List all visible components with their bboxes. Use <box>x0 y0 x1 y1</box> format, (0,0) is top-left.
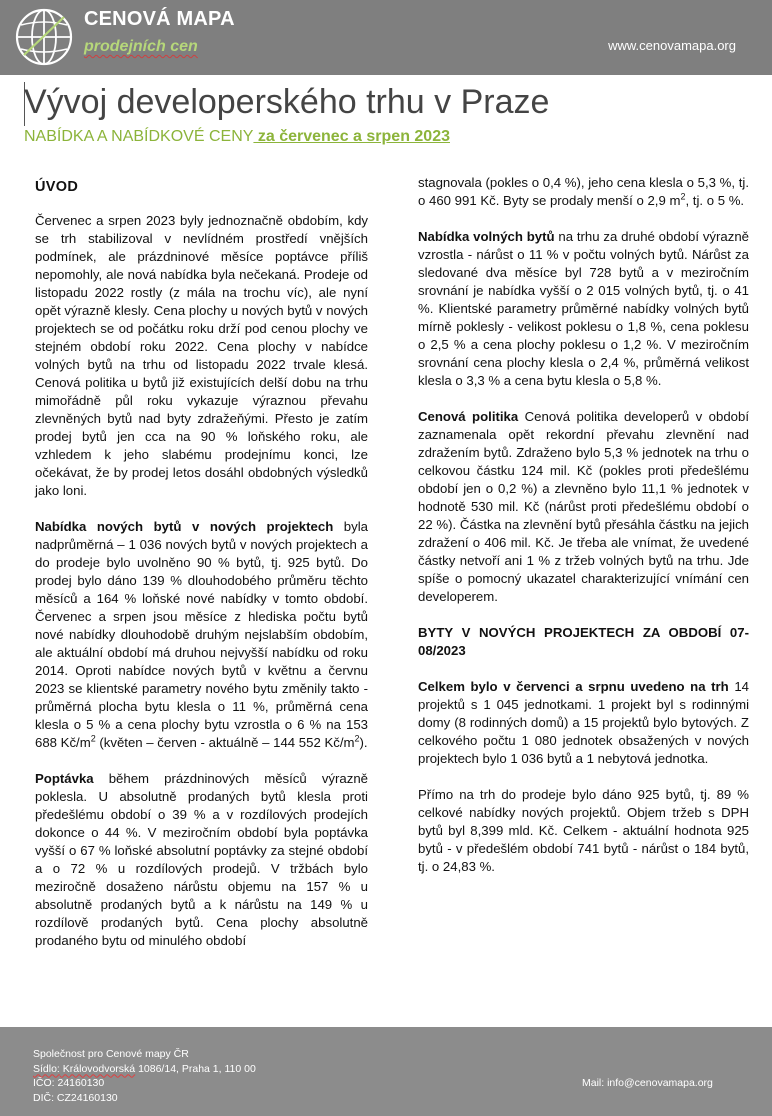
footer-ico: IČO: 24160130 <box>33 1077 105 1089</box>
demand-paragraph <box>35 770 368 950</box>
price-policy-lead: Cenová politika <box>418 409 519 424</box>
superscript-2: 2 <box>90 733 96 744</box>
new-offer-paragraph <box>35 518 368 752</box>
new-offer-body-3: ). <box>359 735 368 750</box>
subtitle-period: za červenec a srpen 2023 <box>253 128 450 145</box>
demand-cont-1: stagnovala (pokles o 0,4 %), jeho cena klesla o 5,3 %, tj. o 460 991 Kč. Byty se prodaly menší o 2,9 m <box>418 175 749 208</box>
footer-mail-link[interactable]: Mail: info@cenovamapa.org <box>582 1077 713 1089</box>
footer-dic: DIČ: CZ24160130 <box>33 1091 118 1104</box>
total-body: 14 projektů s 1 045 jednotkami. 1 projekt byl s rodinnými domy (8 rodinných domů) a 15 projektů bylo bytových. Z celkového počtu 1 080 jednotek obsažených v nových projektech bylo 1 036 bytů a 1 nebytová jednotka. <box>418 679 749 766</box>
website-link[interactable]: www.cenovamapa.org <box>608 38 736 53</box>
globe-icon <box>14 7 74 67</box>
footer-company-info <box>33 1047 256 1105</box>
new-offer-lead: Nabídka nových bytů v nových projektech <box>35 519 334 534</box>
footer-address <box>33 1062 256 1077</box>
total-lead: Celkem bylo v červenci a srpnu uvedeno na trh <box>418 679 729 694</box>
free-offer-lead: Nabídka volných bytů <box>418 229 555 244</box>
intro-paragraph: Červenec a srpen 2023 byly jednoznačně obdobím, kdy se trh stabilizoval v nevlídném prostředí vnějších podmínek, ale prázdninové měsíce poptávce příliš nepomohly, ale nová nabídka byla nečekaná. Prodeje od listopadu 2022 rostly (z mála na trochu víc), ale nyní opět výrazně klesly. Cena plochy u nových bytů v nových projektech se od počátku roku drží pod cenou plochy ve stejném období roku 2022. Cena plochy v nabídce volných bytů na trhu od listopadu 2022 trvale klesá. Cenová politika u bytů již existujících delší dobu na trhu mimořádně půl roku vykazuje výraznou převahu zlevněných bytů nad byty zdražeňými. Přesto je zatím prodej bytů jen cca na 90 % loňského roku, ale vzhledem k jeho slabému prodejnímu konci, lze očekávat, že by prodej letos dosáhl obdobných výsledků jako loni. <box>35 213 368 498</box>
footer-address-rest: 1086/14, Praha 1, 110 00 <box>135 1062 256 1075</box>
section-heading-intro: ÚVOD <box>35 179 79 195</box>
subtitle-lead: NABÍDKA A NABÍDKOVÉ CENY <box>24 128 254 145</box>
page-footer <box>0 1027 772 1116</box>
demand-continued-paragraph <box>418 174 749 210</box>
brand-subtitle: prodejních cen <box>84 38 198 55</box>
right-column <box>418 174 749 876</box>
document-title: Vývoj developerského trhu v Praze <box>24 83 550 121</box>
superscript-2b: 2 <box>354 733 360 744</box>
free-offer-body: na trhu za druhé období výrazně vzrostla - nárůst o 11 % v počtu volných bytů. Nárůst za sledované dva měsíce byl 728 bytů a v meziročním srovnání je nabídka vyšší o 2 015 volných bytů, tj. o 41 %. Klientské parametry průměrné nabídky volných bytů mírně poklesly - velikost poklesu o 1,8 %, cena poklesu o 2,5 % a cena plochy poklesu o 1,2 %. V meziročním srovnání cena plochy klesla o 2,4 %, průměrná velikost klesla o 3,3 % a cena bytu klesla o 5,8 %. <box>418 229 749 388</box>
section-heading-new-projects: BYTY V NOVÝCH PROJEKTECH ZA OBDOBÍ 07-08/2023 <box>418 625 749 658</box>
demand-body: během prázdninových měsíců výrazně poklesla. U absolutně prodaných bytů klesla proti předešlému období o 39 % a v rozdílových prodejích dokonce o 44 %. V meziročním období byla poptávka vyšší o 67 % loňské absolutní poptávky za stejné období a o 72 % u rozdílových prodejů. V tržbách bylo meziročně dosaženo nárůstu objemu na 157 % u absolutně prodaných bytů a k nárůstu na 149 % u rozdílově prodaných bytů. Cena plochy absolutně prodaného bytu od minulého období <box>35 771 368 948</box>
sale-paragraph: Přímo na trh do prodeje bylo dáno 925 bytů, tj. 89 % celkové nabídky nových projektů. Objem tržeb s DPH bytů byl 8,399 mld. Kč. Celkem - aktuální hodnota 925 bytů - v předešlém období 741 bytů - nárůst o 184 bytů, tj. o 24,83 %. <box>418 787 749 874</box>
page-header <box>0 0 772 75</box>
demand-cont-2: , tj. o 5 %. <box>685 193 745 208</box>
brand-title: CENOVÁ MAPA <box>84 8 235 30</box>
demand-lead: Poptávka <box>35 771 94 786</box>
left-column <box>35 166 368 950</box>
price-policy-body: Cenová politika developerů v období zaznamenala opět rekordní převahu zlevnění nad zdražením bytů. Zdraženo bylo 5,3 % jednotek na trhu o celkovou částku 124 mil. Kč (pokles proti předešlému období jen o 0,2 %) a zlevněno bylo 11,1 % jednotek v hodnotě 530 mil. Kč (nárůst proti předešlému období o 22 %). Částka na zlevnění bytů přesáhla částku na jejich zdražení o 406 mil. Kč. Je třeba ale vnímat, že uvedené částky netvoří ani 1 % z tržeb volných bytů na trhu. Jde spíše o pomocný ukazatel charakterizující vnímání cen developerem. <box>418 409 749 604</box>
footer-address-street: Královodvorská <box>59 1062 136 1075</box>
new-offer-body-2: (květen – červen - aktuálně – 144 552 Kč/m <box>95 735 355 750</box>
document-subtitle <box>24 128 450 146</box>
total-paragraph <box>418 678 749 768</box>
footer-address-label: Sídlo: <box>33 1062 60 1075</box>
footer-company: Společnost pro Cenové mapy ČR <box>33 1048 189 1060</box>
new-offer-body-1: byla nadprůměrná – 1 036 nových bytů v nových projektech a do prodeje bylo uvolněno 90 % bytů, tj. 925 bytů. Do prodej bylo dáno 139 % dlouhodobého průměru těchto měsíců a 164 % loňské nové nabídky v tomto období. Červenec a srpen jsou měsíce z hlediska počtu bytů nové nabídky dlouhodobě druhým nejslabším obdobím, ale aktuální období má druhou nejvyšší nabídku od roku 2014. Oproti nabídce nových bytů v květnu a červnu 2023 se klientské parametry nového bytu změnily takto - průměrná plocha bytu klesla o 11 %, průměrná cena klesla o 5 % a cena plochy bytu vzrostla o 6 % na 153 688 Kč/m <box>35 519 368 750</box>
superscript-2c: 2 <box>680 191 686 202</box>
free-offer-paragraph <box>418 228 749 390</box>
price-policy-paragraph <box>418 408 749 606</box>
